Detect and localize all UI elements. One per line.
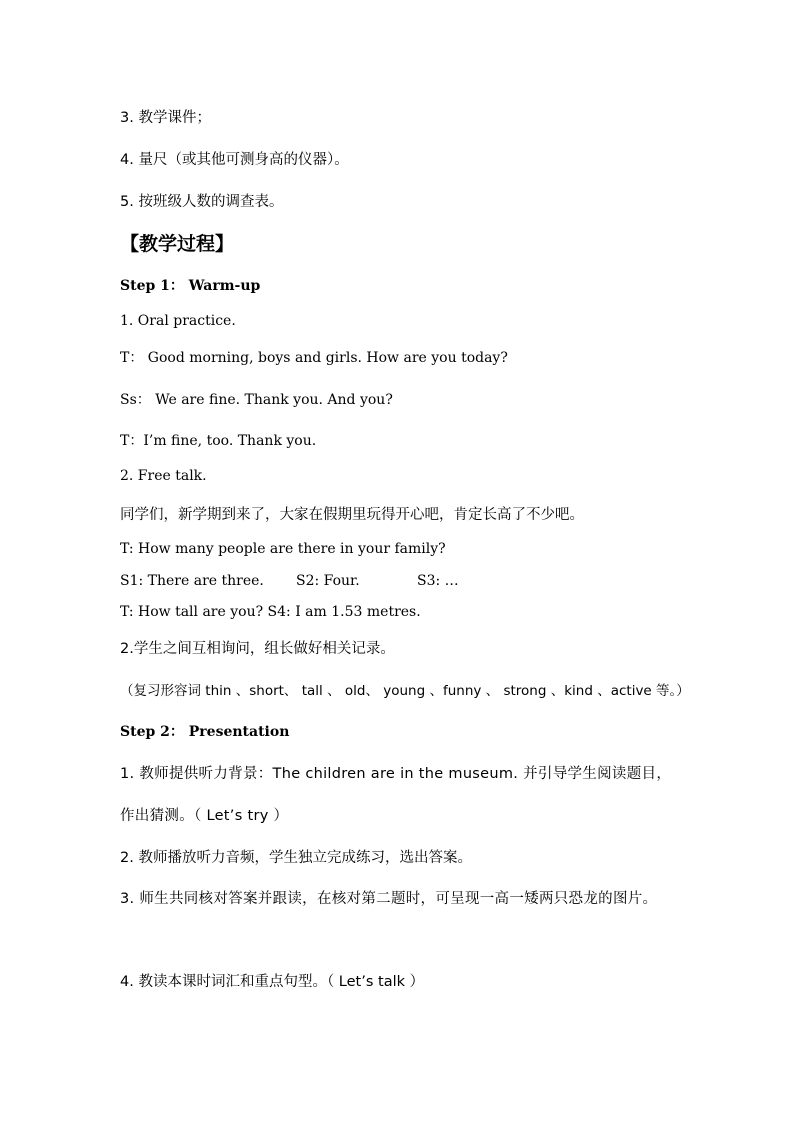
free-talk-title: 2. Free talk. — [120, 468, 207, 484]
step2-item-2: 2. 教师播放听力音频，学生独立完成练习，选出答案。 — [120, 850, 472, 866]
dialogue-line-3: T：I’m fine, too. Thank you. — [120, 433, 317, 449]
process-heading: 【教学过程】 — [120, 233, 235, 255]
oral-practice-title: 1. Oral practice. — [120, 313, 236, 329]
question-family: T: How many people are there in your family? — [120, 541, 446, 557]
dialogue-line-1: T： Good morning, boys and girls. How are you today? — [120, 350, 508, 366]
pair-work: 2.学生之间互相询问，组长做好相关记录。 — [120, 641, 395, 657]
free-talk-intro: 同学们，新学期到来了，大家在假期里玩得开心吧，肯定长高了不少吧。 — [120, 507, 584, 523]
material-item-4: 4. 量尺（或其他可测身高的仪器）。 — [120, 152, 349, 168]
material-item-3: 3. 教学课件； — [120, 110, 211, 126]
answer-s1: S1: There are three. — [120, 573, 264, 589]
material-item-5: 5. 按班级人数的调查表。 — [120, 194, 284, 210]
answer-s2: S2: Four. — [296, 573, 360, 589]
question-height: T: How tall are you? S4: I am 1.53 metres. — [120, 604, 421, 620]
adjective-review: （复习形容词 thin 、short、 tall 、 old、 young 、funny 、 strong 、kind 、active 等。） — [120, 683, 690, 699]
answers-row — [120, 571, 680, 591]
step2-item-1: 1. 教师提供听力背景：The children are in the museum. 并引导学生阅读题目，作出猜测。（ Let’s try ） — [120, 766, 672, 824]
answer-s3: S3: … — [417, 573, 459, 589]
step2-item-4: 4. 教读本课时词汇和重点句型。（ Let’s talk ） — [120, 974, 425, 990]
step1-title: Step 1： Warm-up — [120, 278, 261, 294]
dialogue-line-2: Ss： We are fine. Thank you. And you? — [120, 392, 393, 408]
step2-title: Step 2： Presentation — [120, 724, 290, 740]
step2-item-3: 3. 师生共同核对答案并跟读，在核对第二题时，可呈现一高一矮两只恐龙的图片。 — [120, 891, 658, 907]
